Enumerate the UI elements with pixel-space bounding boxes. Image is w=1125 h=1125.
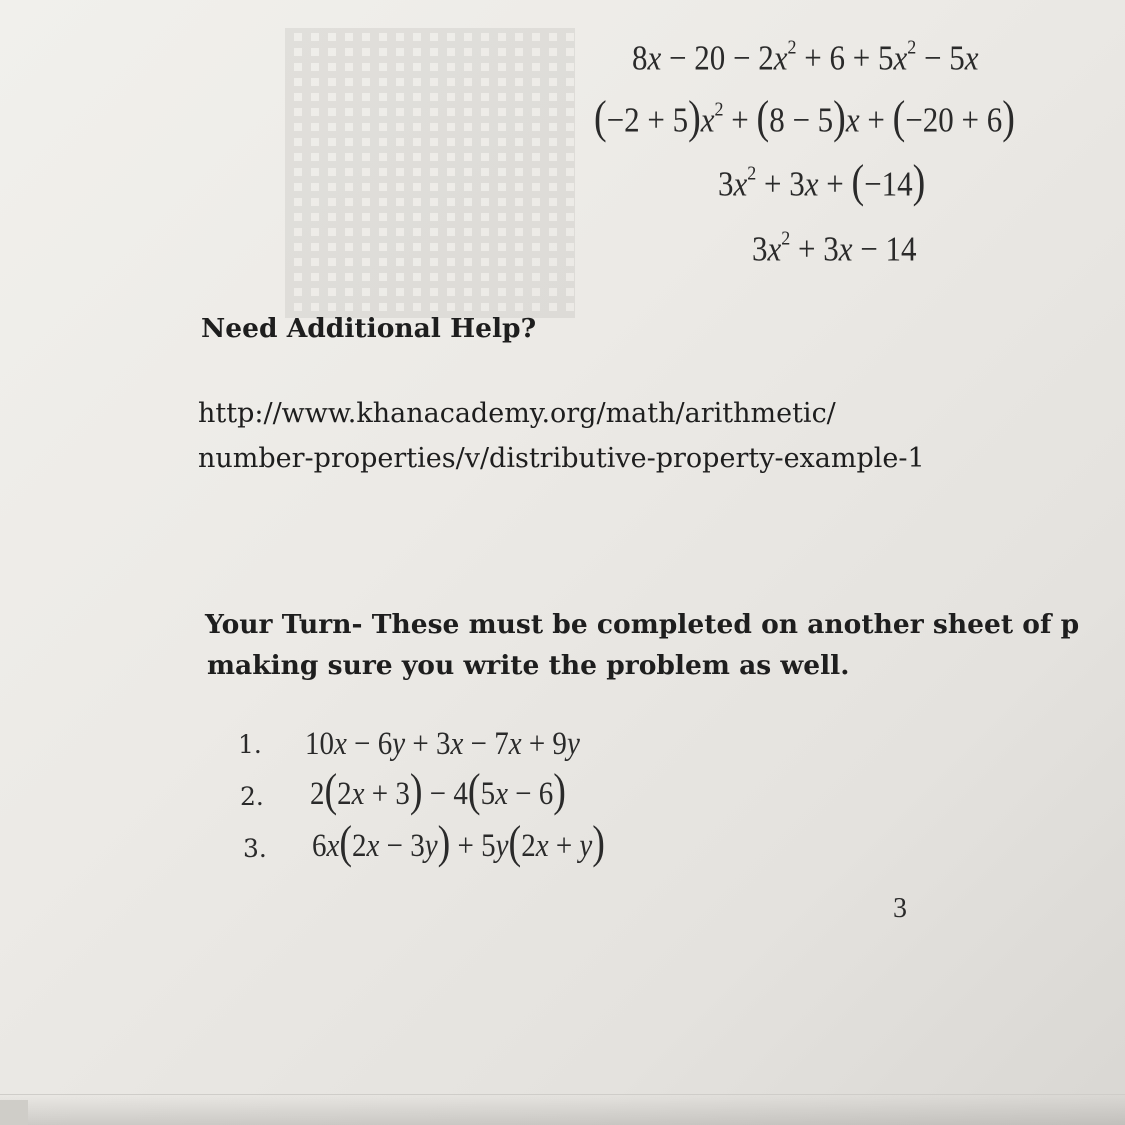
help-link-line-2[interactable]: number-properties/v/distributive-property-example-1 xyxy=(198,443,925,474)
paper-stack-edge xyxy=(0,1100,28,1125)
your-turn-instruction-line-2: making sure you write the problem as well. xyxy=(207,650,850,681)
problem-expression: 10x − 6y + 3x − 7x + 9y xyxy=(305,726,580,762)
qr-code-bleedthrough xyxy=(285,28,575,318)
help-heading: Need Additional Help? xyxy=(201,313,537,344)
problem-expression: 6x(2x − 3y) + 5y(2x + y) xyxy=(312,816,605,869)
example-line-1: $8x - 20 - 2x^2 + 6 + 5x^2 - 5x$ xyxy=(632,35,979,78)
problem-number: 2. xyxy=(240,782,264,811)
example-line-2: $(-2 + 5)x^2 + (8 - 5)x + (-20 + 6)$ xyxy=(594,92,1015,144)
example-line-4: $3x^2 + 3x - 14$ xyxy=(752,226,917,269)
example-line-3: $3x^2 + 3x + (-14)$ xyxy=(718,156,926,208)
problem-expression: 2(2x + 3) − 4(5x − 6) xyxy=(310,764,566,817)
help-link-line-1[interactable]: http://www.khanacademy.org/math/arithmetic/ xyxy=(198,398,836,429)
your-turn-instruction-line-1: Your Turn- These must be completed on another sheet of p xyxy=(205,609,1080,640)
problem-number: 3. xyxy=(243,834,267,863)
problem-number: 1. xyxy=(238,730,262,759)
page-number: 3 xyxy=(893,893,907,924)
paper-edge-shadow xyxy=(0,1094,1125,1125)
